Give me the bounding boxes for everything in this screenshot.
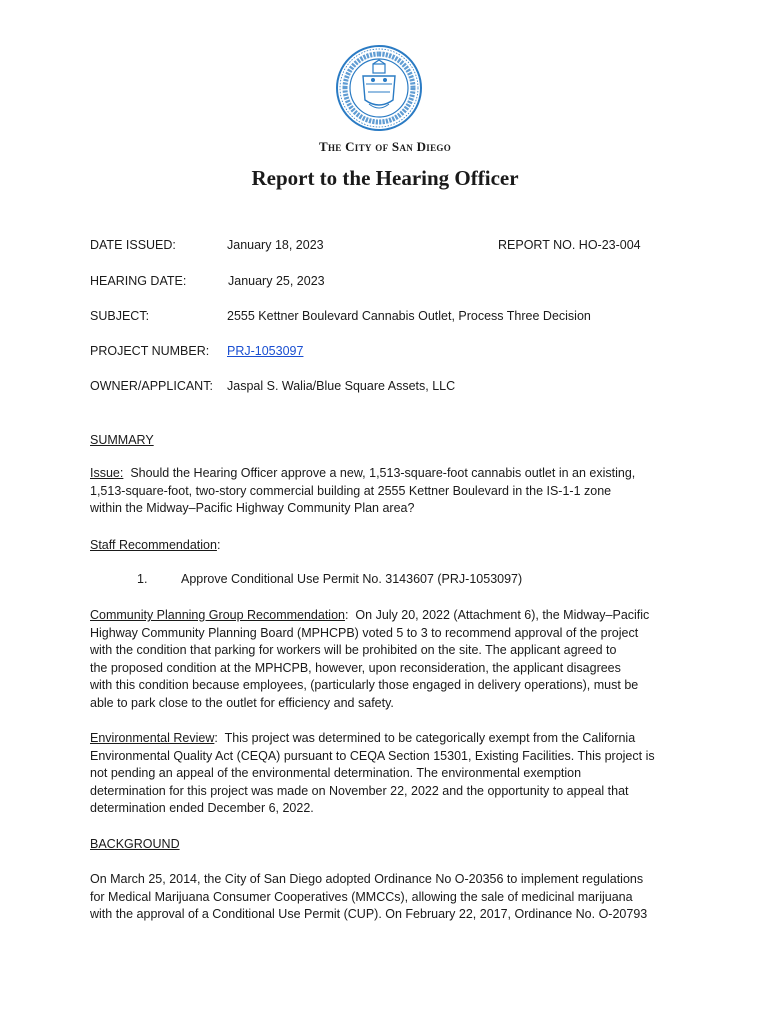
owner-value: Jaspal S. Walia/Blue Square Assets, LLC [227, 379, 456, 393]
staff-recommendation-heading: Staff Recommendation: [90, 538, 221, 552]
issue-paragraph [90, 465, 690, 518]
background-heading: BACKGROUND [90, 837, 180, 851]
project-number-label: PROJECT NUMBER: [90, 344, 210, 358]
env-line: This project was determined to be categorically exempt from the California [224, 731, 636, 745]
hearing-date-label: HEARING DATE: [90, 274, 187, 288]
report-number: REPORT NO. HO-23-004 [498, 238, 641, 252]
owner-label: OWNER/APPLICANT: [90, 379, 213, 393]
background-line: with the approval of a Conditional Use Permit (CUP). On February 22, 2017, Ordinance No. O-20793 [90, 907, 648, 921]
city-seal-logo [335, 44, 423, 132]
issue-line: 1,513-square-foot, two-story commercial building at 2555 Kettner Boulevard in the IS-1-1 zone [90, 483, 612, 498]
subject-label: SUBJECT: [90, 309, 150, 323]
cpg-paragraph: Community Planning Group Recommendation: On July 20, 2022 (Attachment 6), the Midway–Pacific Highway Community Planning Board (MPHCPB) voted 5 to 3 to recommend approval of the project with the condition that parking for workers will be prohibited on the site. The applicant agreed to the proposed condition at the MPHCPB, however, upon reconsideration, the applicant disagrees with this condition because employees, (particularly those engaged in delivery operations), must be able to park close to the outlet for efficiency and safety. [90, 607, 690, 712]
issue-line: Should the Hearing Officer approve a new, 1,513-square-foot cannabis outlet in an existing, [130, 466, 636, 480]
background-line: On March 25, 2014, the City of San Diego adopted Ordinance No O-20356 to implement regulations [90, 872, 644, 886]
background-paragraph [90, 871, 690, 924]
issue-label: Issue: [90, 466, 124, 480]
cpg-line: Highway Community Planning Board (MPHCPB) voted 5 to 3 to recommend approval of the project [90, 625, 639, 640]
city-name: The City of San Diego [319, 139, 451, 154]
issue-line: within the Midway–Pacific Highway Community Plan area? [90, 501, 415, 515]
env-line: determination for this project was made on November 22, 2022 and the opportunity to appeal that [90, 783, 629, 798]
cpg-line: On July 20, 2022 (Attachment 6), the Midway–Pacific [355, 608, 650, 622]
summary-heading: SUMMARY [90, 433, 154, 447]
cpg-line: with the condition that parking for workers will be prohibited on the site. The applicant agreed to [90, 643, 617, 657]
staff-item-number: 1. [137, 572, 148, 586]
date-issued-value: January 18, 2023 [227, 238, 324, 252]
date-issued-label: DATE ISSUED: [90, 238, 176, 252]
env-label: Environmental Review [90, 731, 215, 745]
cpg-label: Community Planning Group Recommendation [90, 608, 345, 622]
project-number-link[interactable]: PRJ-1053097 [227, 344, 304, 358]
cpg-line: with this condition because employees, (particularly those engaged in delivery operations), must be [90, 678, 639, 692]
cpg-line: the proposed condition at the MPHCPB, however, upon reconsideration, the applicant disagrees [90, 660, 621, 675]
env-line: Environmental Quality Act (CEQA) pursuant to CEQA Section 15301, Existing Facilities. This project is [90, 748, 655, 763]
cpg-line: able to park close to the outlet for efficiency and safety. [90, 695, 394, 710]
report-title: Report to the Hearing Officer [251, 166, 519, 190]
staff-item-text: Approve Conditional Use Permit No. 3143607 (PRJ-1053097) [181, 572, 523, 586]
env-line: determination ended December 6, 2022. [90, 801, 314, 815]
env-line: not pending an appeal of the environmental determination. The environmental exemption [90, 766, 582, 780]
hearing-date-value: January 25, 2023 [228, 274, 325, 288]
background-line: for Medical Marijuana Consumer Cooperatives (MMCCs), allowing the sale of medicinal marijuana [90, 889, 633, 904]
staff-recommendation-label: Staff Recommendation [90, 538, 217, 552]
subject-value: 2555 Kettner Boulevard Cannabis Outlet, Process Three Decision [227, 309, 591, 323]
environmental-review-paragraph: Environmental Review: This project was determined to be categorically exempt from the California Environmental Quality Act (CEQA) pursuant to CEQA Section 15301, Existing Facilities. This project is not pending an appeal of the environmental determination. The environmental exemption determination for this project was made on November 22, 2022 and the opportunity to appeal that determination ended December 6, 2022. [90, 730, 690, 818]
